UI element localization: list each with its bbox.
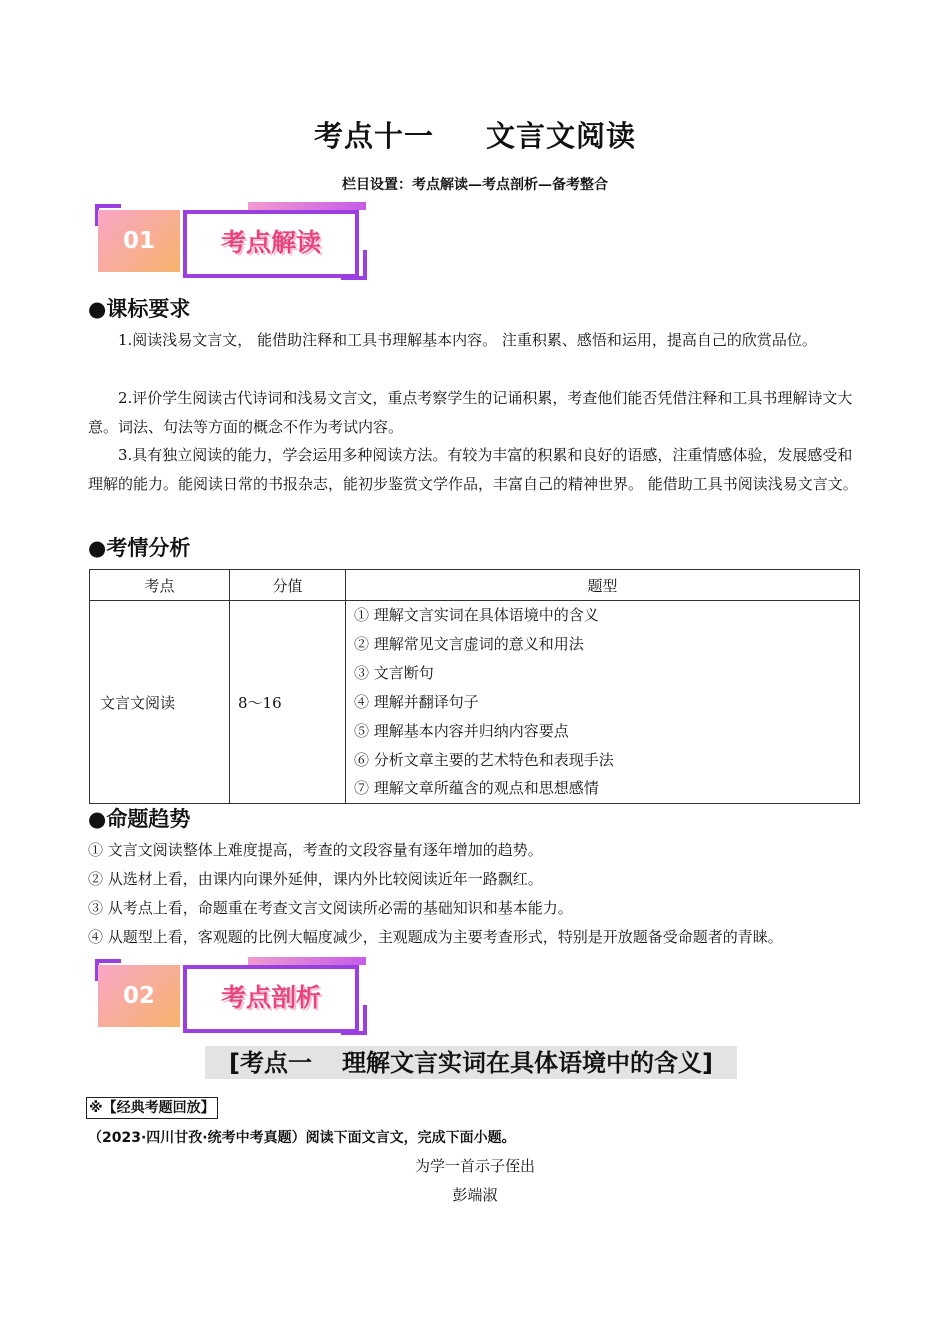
topic-cell: 文言文阅读 <box>90 601 230 804</box>
list-item: ③ 从考点上看，命题重在考查文言文阅读所必需的基础知识和基本能力。 <box>88 899 573 917</box>
trend-heading: ●命题趋势 <box>88 807 191 831</box>
column-header: 分值 <box>230 570 346 601</box>
list-item: ⑦ 理解文章所蕴含的观点和思想感情 <box>354 779 599 798</box>
classic-review-label: ※【经典考题回放】 <box>86 1097 218 1119</box>
kaodian-title: [考点一 理解文言实词在具体语境中的含义] <box>205 1046 737 1079</box>
list-item: ⑤ 理解基本内容并归纳内容要点 <box>354 721 569 740</box>
column-header: 题型 <box>346 570 860 601</box>
curriculum-heading: ●课标要求 <box>88 297 191 321</box>
list-item: ① 文言文阅读整体上难度提高，考查的文段容量有逐年增加的趋势。 <box>88 841 543 859</box>
curriculum-item: 2.评价学生阅读古代诗词和浅易文言文，重点考察学生的记诵积累，考查他们能否凭借注释和工具书理解诗文大意。词法、句法等方面的概念不作为考试内容。 <box>88 389 853 436</box>
passage-title: 为学一首示子侄出 <box>414 1157 535 1175</box>
list-item: ④ 从题型上看，客观题的比例大幅度减少，主观题成为主要考查形式，特别是开放题备受命题者的青睐。 <box>88 928 783 946</box>
section-banner-02 <box>98 957 373 1039</box>
analysis-table <box>89 569 860 804</box>
analysis-heading: ●考情分析 <box>88 536 191 560</box>
question-types-cell <box>346 601 860 804</box>
list-item: ③ 文言断句 <box>354 663 434 682</box>
score-cell: 8～16 <box>230 601 346 804</box>
section-label: 考点解读 <box>220 228 321 257</box>
column-header: 考点 <box>90 570 230 601</box>
section-banner-01 <box>98 202 373 284</box>
list-item: ② 从选材上看，由课内向课外延伸，课内外比较阅读近年一路飘红。 <box>88 870 543 888</box>
section-number: 02 <box>98 965 180 1027</box>
page-title: 考点十一 文言文阅读 <box>313 119 637 153</box>
list-item: ⑥ 分析文章主要的艺术特色和表现手法 <box>354 750 614 769</box>
list-item: ② 理解常见文言虚词的意义和用法 <box>354 634 584 653</box>
column-settings: 栏目设置：考点解读—考点剖析—备考整合 <box>342 177 608 193</box>
list-item: ④ 理解并翻译句子 <box>354 692 479 711</box>
table-header-row <box>90 570 860 601</box>
passage-author: 彭端淑 <box>452 1186 498 1204</box>
section-number: 01 <box>98 210 180 272</box>
curriculum-item: 1.阅读浅易文言文， 能借助注释和工具书理解基本内容。 注重积累、感悟和运用，提高自己的欣赏品位。 <box>118 331 817 349</box>
question-prompt: （2023·四川甘孜·统考中考真题）阅读下面文言文，完成下面小题。 <box>88 1130 516 1146</box>
list-item: ① 理解文言实词在具体语境中的含义 <box>354 606 599 624</box>
curriculum-item: 3.具有独立阅读的能力，学会运用多种阅读方法。有较为丰富的积累和良好的语感，注重情感体验，发展感受和理解的能力。能阅读日常的书报杂志，能初步鉴赏文学作品，丰富自己的精神世界。 能借助工具书阅读浅易文言文。 <box>88 446 858 493</box>
section-label: 考点剖析 <box>220 983 321 1012</box>
table-row <box>90 601 860 804</box>
